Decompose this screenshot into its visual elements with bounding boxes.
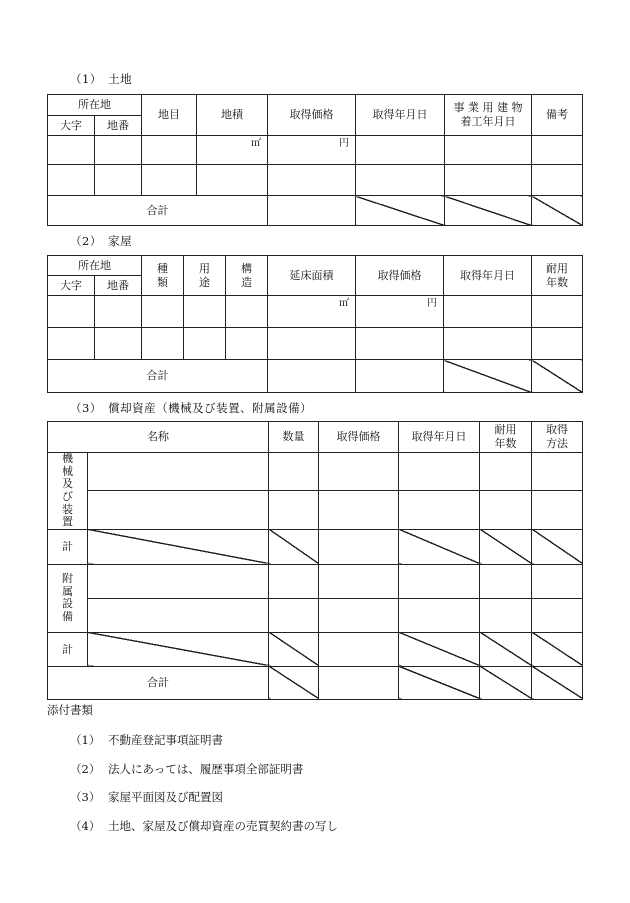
dep-method-header — [532, 422, 583, 453]
attachment-number: （2） — [70, 762, 101, 776]
house-type-header — [142, 256, 184, 296]
dep-cell[interactable] — [480, 490, 532, 529]
house-type-line1: 種 — [157, 261, 168, 275]
dep-machinery-subtotal-life-struck — [480, 529, 532, 564]
dep-total-qty-struck — [269, 666, 319, 699]
house-cell[interactable] — [226, 328, 268, 360]
area-unit: ㎡ — [339, 298, 349, 309]
attachment-number: （4） — [70, 819, 101, 833]
house-chiban-header: 地番 — [95, 276, 142, 296]
land-cell[interactable] — [95, 165, 142, 196]
dep-method-line2: 方法 — [546, 437, 568, 450]
attachment-text: 法人にあっては、履歴事項全部証明書 — [108, 762, 304, 776]
house-cell[interactable] — [95, 296, 142, 328]
land-section-title: （1） 土地 — [70, 72, 133, 86]
dep-facility-subtotal-method-struck — [532, 632, 583, 666]
land-cell[interactable] — [445, 136, 532, 165]
attachment-item — [70, 761, 303, 777]
land-cell[interactable] — [197, 165, 268, 196]
dep-date-header: 取得年月日 — [399, 422, 480, 453]
house-cell[interactable] — [532, 328, 583, 360]
dep-total-life-struck — [480, 666, 532, 699]
land-date-header: 取得年月日 — [356, 95, 445, 136]
land-total-note-struck — [532, 196, 583, 226]
house-total-price[interactable] — [356, 360, 444, 393]
dep-cell[interactable] — [88, 490, 269, 529]
land-cell[interactable] — [142, 136, 197, 165]
dep-facility-subtotal-label: 計 — [48, 632, 88, 666]
land-cell[interactable] — [268, 165, 356, 196]
house-cell[interactable] — [268, 328, 356, 360]
dep-machinery-subtotal-price[interactable] — [319, 529, 399, 564]
dep-facility-label: 附属設備 — [48, 564, 88, 632]
dep-cell[interactable] — [269, 598, 319, 632]
dep-cell[interactable] — [532, 564, 583, 598]
house-type-line2: 類 — [157, 275, 168, 289]
dep-facility-subtotal-life-struck — [480, 632, 532, 666]
dep-cell[interactable] — [88, 453, 269, 491]
house-cell[interactable] — [184, 328, 226, 360]
area-unit: ㎡ — [251, 138, 261, 149]
house-total-label: 合計 — [48, 360, 268, 393]
land-total-label: 合計 — [48, 196, 268, 226]
land-cell-area[interactable] — [197, 136, 268, 165]
house-use-line2: 途 — [199, 275, 210, 289]
attachments-title: 添付書類 — [47, 703, 93, 717]
dep-cell[interactable] — [88, 598, 269, 632]
land-chiban-header: 地番 — [95, 116, 142, 136]
dep-machinery-subtotal-name-struck — [88, 529, 269, 564]
dep-total-date-struck — [399, 666, 480, 699]
land-total-building-struck — [445, 196, 532, 226]
dep-cell[interactable] — [319, 598, 399, 632]
house-structure-line2: 造 — [241, 275, 252, 289]
dep-facility-subtotal-name-struck — [88, 632, 269, 666]
land-table — [47, 94, 583, 226]
land-building-line2: 着工年月日 — [460, 115, 516, 128]
house-structure-header — [226, 256, 268, 296]
dep-machinery-subtotal-method-struck — [532, 529, 583, 564]
house-use-header — [184, 256, 226, 296]
dep-cell[interactable] — [399, 453, 480, 491]
land-total-price[interactable] — [268, 196, 356, 226]
house-price-header: 取得価格 — [356, 256, 444, 296]
depreciable-section-title: （3） 償却資産（機械及び装置、附属設備） — [70, 401, 313, 415]
land-cell[interactable] — [48, 165, 95, 196]
attachment-number: （1） — [70, 733, 101, 747]
dep-facility-subtotal-qty-struck — [269, 632, 319, 666]
dep-cell[interactable] — [399, 598, 480, 632]
dep-cell[interactable] — [532, 598, 583, 632]
dep-machinery-subtotal-date-struck — [399, 529, 480, 564]
dep-life-line1: 耐用 — [494, 423, 517, 437]
dep-machinery-subtotal-label: 計 — [48, 529, 88, 564]
house-cell[interactable] — [444, 296, 532, 328]
attachment-item — [70, 732, 223, 748]
house-life-line1: 耐用 — [546, 261, 568, 275]
land-cell-price[interactable] — [268, 136, 356, 165]
dep-facility-subtotal-price[interactable] — [319, 632, 399, 666]
dep-cell[interactable] — [88, 564, 269, 598]
house-structure-line1: 構 — [241, 261, 252, 275]
land-cell[interactable] — [48, 136, 95, 165]
house-date-header: 取得年月日 — [444, 256, 532, 296]
land-building-line1: 事 業 用 建 物 — [453, 101, 523, 115]
attachment-item — [70, 789, 223, 805]
land-cell[interactable] — [356, 165, 445, 196]
house-cell[interactable] — [48, 328, 95, 360]
dep-cell[interactable] — [319, 490, 399, 529]
land-cell[interactable] — [142, 165, 197, 196]
dep-method-line1: 取得 — [546, 423, 568, 437]
dep-cell[interactable] — [319, 453, 399, 491]
dep-machinery-label: 機械及び装置 — [48, 453, 88, 530]
dep-price-header: 取得価格 — [319, 422, 399, 453]
house-cell[interactable] — [142, 296, 184, 328]
land-total-date-struck — [356, 196, 445, 226]
house-cell[interactable] — [142, 328, 184, 360]
dep-machinery-subtotal-qty-struck — [269, 529, 319, 564]
dep-cell[interactable] — [480, 453, 532, 491]
house-total-date-struck — [444, 360, 532, 393]
dep-life-line2: 年数 — [494, 437, 517, 450]
attachment-text: 土地、家屋及び償却資産の売買契約書の写し — [108, 819, 338, 833]
dep-cell[interactable] — [269, 564, 319, 598]
house-floor-area-header: 延床面積 — [268, 256, 356, 296]
house-cell-floor-area[interactable] — [268, 296, 356, 328]
house-cell[interactable] — [226, 296, 268, 328]
house-use-line1: 用 — [199, 261, 210, 275]
house-cell[interactable] — [444, 328, 532, 360]
land-cell[interactable] — [532, 165, 583, 196]
house-cell[interactable] — [356, 328, 444, 360]
house-total-life-struck — [532, 360, 583, 393]
house-table — [47, 255, 583, 393]
dep-cell[interactable] — [480, 598, 532, 632]
attachment-text: 不動産登記事項証明書 — [108, 733, 223, 747]
house-cell[interactable] — [95, 328, 142, 360]
dep-facility-subtotal-date-struck — [399, 632, 480, 666]
dep-cell[interactable] — [269, 490, 319, 529]
house-cell-price[interactable] — [356, 296, 444, 328]
attachment-item — [70, 818, 338, 834]
depreciable-table — [47, 421, 583, 700]
house-cell[interactable] — [48, 296, 95, 328]
land-location-header: 所在地 — [48, 95, 142, 116]
dep-cell[interactable] — [532, 453, 583, 491]
land-price-header: 取得価格 — [268, 95, 356, 136]
house-life-header — [532, 256, 583, 296]
land-chimoku-header: 地目 — [142, 95, 197, 136]
house-total-floor-area[interactable] — [268, 360, 356, 393]
attachment-number: （3） — [70, 790, 101, 804]
land-chiseki-header: 地積 — [197, 95, 268, 136]
dep-qty-header: 数量 — [269, 422, 319, 453]
land-building-start-header — [445, 95, 532, 136]
dep-cell[interactable] — [480, 564, 532, 598]
dep-cell[interactable] — [319, 564, 399, 598]
land-cell[interactable] — [356, 136, 445, 165]
house-cell[interactable] — [532, 296, 583, 328]
dep-total-label: 合計 — [48, 666, 269, 699]
house-cell[interactable] — [184, 296, 226, 328]
dep-name-header: 名称 — [48, 422, 269, 453]
dep-cell[interactable] — [269, 453, 319, 491]
attachment-text: 家屋平面図及び配置図 — [108, 790, 223, 804]
land-oaza-header: 大字 — [48, 116, 95, 136]
yen-unit: 円 — [427, 298, 437, 309]
dep-life-header — [480, 422, 532, 453]
dep-cell[interactable] — [399, 564, 480, 598]
dep-total-method-struck — [532, 666, 583, 699]
house-location-header: 所在地 — [48, 256, 142, 276]
house-section-title: （2） 家屋 — [70, 234, 133, 248]
land-cell[interactable] — [532, 136, 583, 165]
dep-total-price[interactable] — [319, 666, 399, 699]
yen-unit: 円 — [339, 138, 349, 149]
house-oaza-header: 大字 — [48, 276, 95, 296]
land-cell[interactable] — [445, 165, 532, 196]
dep-cell[interactable] — [532, 490, 583, 529]
house-life-line2: 年数 — [546, 275, 568, 289]
land-cell[interactable] — [95, 136, 142, 165]
land-note-header: 備考 — [532, 95, 583, 136]
dep-cell[interactable] — [399, 490, 480, 529]
